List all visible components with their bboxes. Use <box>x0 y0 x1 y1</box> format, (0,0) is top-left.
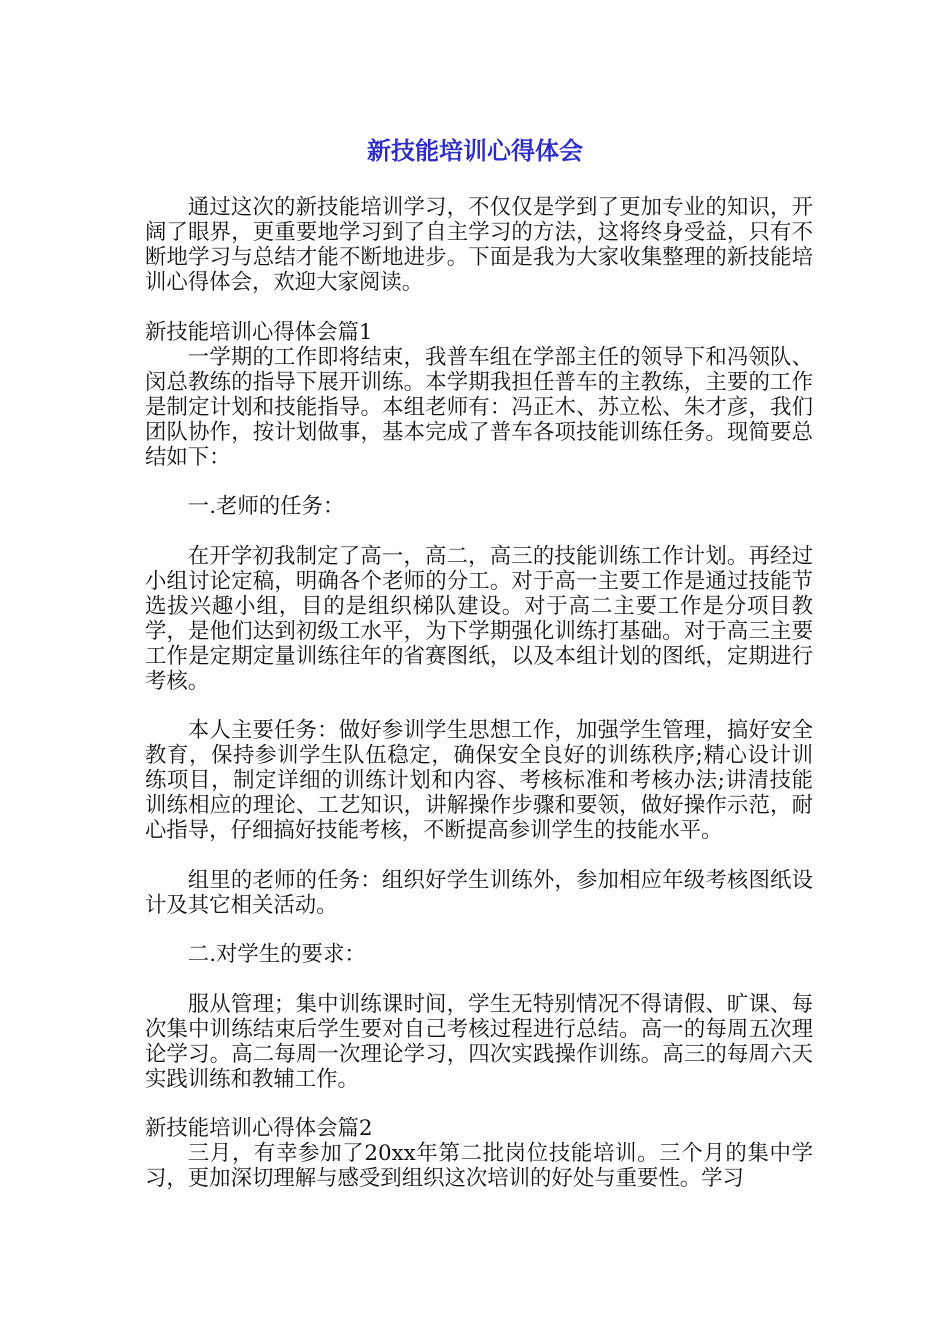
subheading-student-requirements: 二.对学生的要求： <box>187 942 366 967</box>
body-paragraph: 三月，有幸参加了20xx年第二批岗位技能培训。三个月的集中学习，更加深切理解与感受到组织这次培训的好处与重要性。学习 <box>145 1141 813 1191</box>
body-paragraph: 本人主要任务：做好参训学生思想工作，加强学生管理，搞好安全教育，保持参训学生队伍稳定，确保安全良好的训练秩序;精心设计训练项目，制定详细的训练计划和内容、考核标准和考核办法;讲清技能训练相应的理论、工艺知识，讲解操作步骤和要领，做好操作示范，耐心指导，仔细搞好技能考核，不断提高参训学生的技能水平。 <box>145 718 813 843</box>
body-paragraph: 一学期的工作即将结束，我普车组在学部主任的领导下和冯领队、闵总教练的指导下展开训练。本学期我担任普车的主教练，主要的工作是制定计划和技能指导。本组老师有：冯正木、苏立松、朱才彦，我们团队协作，按计划做事，基本完成了普车各项技能训练任务。现简要总结如下： <box>145 344 813 470</box>
document-title: 新技能培训心得体会 <box>367 137 583 165</box>
intro-paragraph: 通过这次的新技能培训学习，不仅仅是学到了更加专业的知识，开阔了眼界，更重要地学习到了自主学习的方法，这将终身受益，只有不断地学习与总结才能不断地进步。下面是我为大家收集整理的新技能培训心得体会，欢迎大家阅读。 <box>145 195 813 295</box>
section-heading-1: 新技能培训心得体会篇1 <box>145 319 373 345</box>
subheading-teacher-tasks: 一.老师的任务： <box>187 494 345 519</box>
section-heading-2: 新技能培训心得体会篇2 <box>145 1116 373 1141</box>
document-body <box>145 195 813 1191</box>
body-paragraph: 服从管理；集中训练课时间，学生无特别情况不得请假、旷课、每次集中训练结束后学生要对自己考核过程进行总结。高一的每周五次理论学习。高二每周一次理论学习，四次实践操作训练。高三的每周六天实践训练和教辅工作。 <box>145 991 813 1092</box>
body-paragraph: 组里的老师的任务：组织好学生训练外，参加相应年级考核图纸设计及其它相关活动。 <box>145 867 813 918</box>
body-paragraph: 在开学初我制定了高一，高二，高三的技能训练工作计划。再经过小组讨论定稿，明确各个老师的分工。对于高一主要工作是通过技能节选拔兴趣小组，目的是组织梯队建设。对于高二主要工作是分项目教学，是他们达到初级工水平，为下学期强化训练打基础。对于高三主要工作是定期定量训练往年的省赛图纸，以及本组计划的图纸，定期进行考核。 <box>145 543 813 694</box>
